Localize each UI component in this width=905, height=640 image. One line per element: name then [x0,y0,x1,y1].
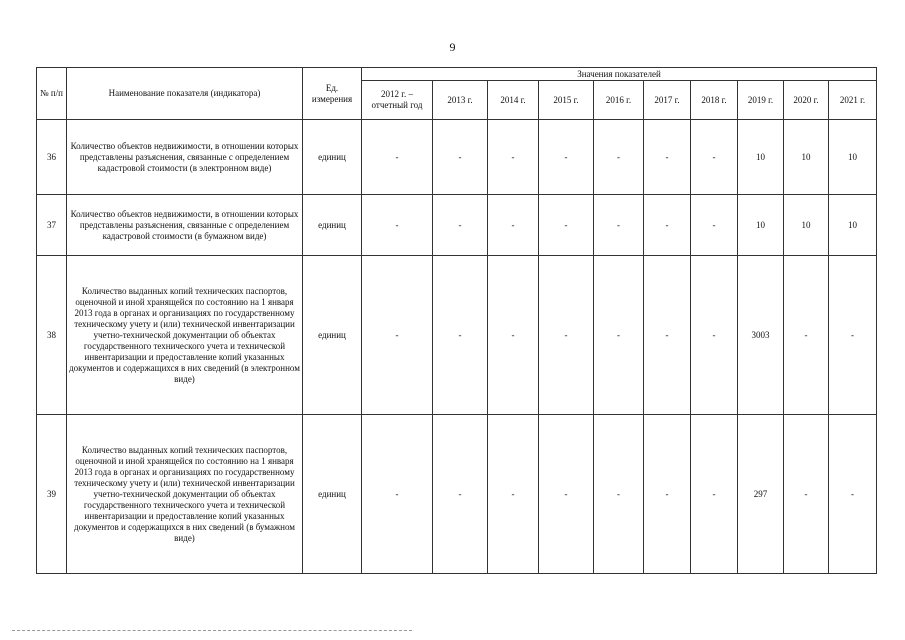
row-indicator-name: Количество выданных копий технических паспортов, оценочной и иной хранящейся по состоянию на 1 января 2013 года в органах и организациях по государственному техническому учету и (или) технической инвентаризации учетно-технической документации об объектах государственного технического учета и технической инвентаризации и предоставление копий указанных документов и содержащихся в них сведений (в электронном виде) [67,256,303,415]
row-indicator-name: Количество объектов недвижимости, в отношении которых представлены разъяснения, связанные с определением кадастровой стоимости (в электронном виде) [67,120,303,195]
row-value: - [488,256,539,415]
row-value: - [488,120,539,195]
row-value: - [691,256,738,415]
row-value: - [594,120,644,195]
row-value: - [433,415,488,574]
header-year: 2021 г. [829,81,877,120]
row-value: 297 [738,415,784,574]
header-name: Наименование показателя (индикатора) [67,68,303,120]
row-value: - [784,415,829,574]
row-value: - [644,195,691,256]
table-row [37,120,877,195]
row-value: - [594,256,644,415]
row-value: - [539,256,594,415]
header-num: № п/п [37,68,67,120]
row-value: - [433,256,488,415]
row-value: - [691,415,738,574]
header-year: 2014 г. [488,81,539,120]
row-indicator-name: Количество объектов недвижимости, в отношении которых представлены разъяснения, связанные с определением кадастровой стоимости (в бумажном виде) [67,195,303,256]
row-value: 10 [738,195,784,256]
header-unit: Ед. измерения [303,68,362,120]
row-value: - [594,415,644,574]
row-num: 36 [37,120,67,195]
row-value: - [691,195,738,256]
row-value: - [594,195,644,256]
row-value: 10 [829,195,877,256]
row-value: - [644,415,691,574]
row-value: - [539,195,594,256]
row-unit: единиц [303,195,362,256]
header-year: 2012 г. – отчетный год [362,81,433,120]
header-year: 2020 г. [784,81,829,120]
header-year: 2015 г. [539,81,594,120]
header-year: 2019 г. [738,81,784,120]
row-value: - [433,120,488,195]
row-value: 10 [784,195,829,256]
header-year: 2018 г. [691,81,738,120]
row-value: - [362,256,433,415]
row-value: - [362,195,433,256]
row-unit: единиц [303,256,362,415]
row-indicator-name: Количество выданных копий технических паспортов, оценочной и иной хранящейся по состоянию на 1 января 2013 года в органах и организациях по государственному техническому учету и (или) технической инвентаризации учетно-технической документации об объектах государственного технического учета и технической инвентаризации и предоставление копий указанных документов и содержащихся в них сведений (в бумажном виде) [67,415,303,574]
row-unit: единиц [303,415,362,574]
header-year: 2016 г. [594,81,644,120]
row-value: - [784,256,829,415]
row-value: - [539,415,594,574]
row-value: - [488,195,539,256]
row-value: - [362,120,433,195]
header-year: 2013 г. [433,81,488,120]
row-value: - [539,120,594,195]
row-value: - [829,415,877,574]
row-num: 37 [37,195,67,256]
row-value: - [433,195,488,256]
row-value: 10 [738,120,784,195]
table-row [37,415,877,574]
table-row [37,195,877,256]
row-value: - [488,415,539,574]
bottom-scan-line [12,630,412,631]
row-value: - [829,256,877,415]
row-value: 10 [784,120,829,195]
header-values-group: Значения показателей [362,68,877,81]
row-value: - [644,256,691,415]
row-num: 39 [37,415,67,574]
row-unit: единиц [303,120,362,195]
row-value: - [644,120,691,195]
row-num: 38 [37,256,67,415]
table-row [37,256,877,415]
row-value: 10 [829,120,877,195]
row-value: 3003 [738,256,784,415]
page-number: 9 [449,40,456,54]
header-year: 2017 г. [644,81,691,120]
row-value: - [691,120,738,195]
row-value: - [362,415,433,574]
indicators-table [36,67,877,574]
header-row-top [37,68,877,81]
